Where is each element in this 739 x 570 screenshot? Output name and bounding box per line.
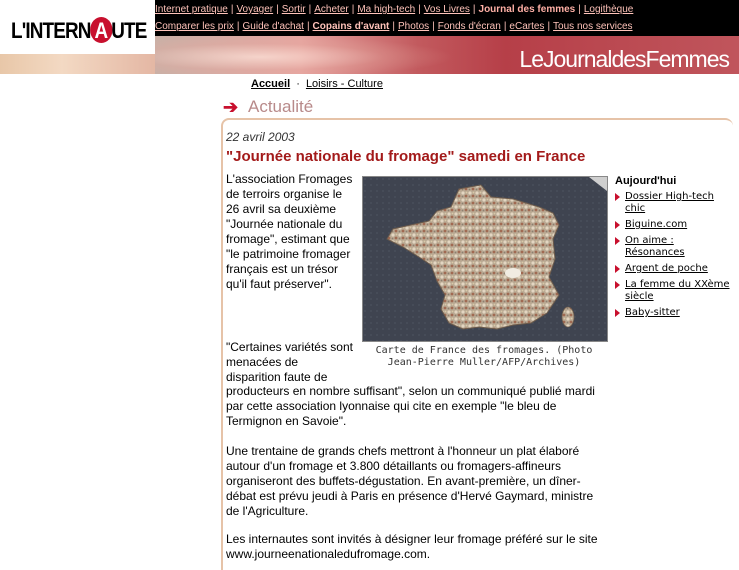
article-paragraph: Une trentaine de grands chefs mettront à l'honneur un plat élaboré autour d'un fromage et 3.800 détaillants ou fromagers-affineurs organiseront des buffets-dégustation. En avant-première, un dîner-débat est prévu jeudi à Paris en présence d'Hervé Gaymard, ministre de l'Agriculture. xyxy=(226,444,594,518)
bullet-arrow-icon xyxy=(615,265,620,273)
nav-separator: | xyxy=(418,4,421,15)
sidebar-item[interactable] xyxy=(615,307,735,319)
nav-separator: | xyxy=(472,4,476,15)
nav-separator: | xyxy=(503,21,507,32)
site-logo[interactable] xyxy=(0,0,155,54)
nav-link[interactable]: Ma high-tech xyxy=(357,4,416,15)
nav-separator: | xyxy=(308,4,312,15)
sidebar-link[interactable]: Argent de poche xyxy=(625,263,708,274)
nav-link[interactable]: Sortir xyxy=(281,4,306,15)
today-sidebar xyxy=(615,175,735,323)
nav-link[interactable]: Journal des femmes xyxy=(478,4,576,15)
nav-separator: | xyxy=(276,4,279,15)
logo-ring-icon: A xyxy=(91,19,110,41)
sidebar-link[interactable]: On aime : Résonances xyxy=(625,235,685,258)
nav-link[interactable]: Photos xyxy=(398,21,430,32)
nav-row-2 xyxy=(155,21,739,37)
nav-separator: | xyxy=(392,21,395,32)
top-navigation xyxy=(155,0,739,36)
sidebar-link[interactable]: La femme du XXème siècle xyxy=(625,279,730,302)
article-paragraph: "Certaines variétés sont menacées de disparition faute de xyxy=(226,340,353,384)
breadcrumb-separator: · xyxy=(296,78,300,90)
nav-link[interactable]: Voyager xyxy=(236,4,274,15)
breadcrumb xyxy=(251,78,383,90)
bullet-arrow-icon xyxy=(615,281,620,289)
nav-separator: | xyxy=(578,4,581,15)
bullet-arrow-icon xyxy=(615,221,620,229)
nav-link[interactable]: Tous nos services xyxy=(553,21,633,32)
nav-link[interactable]: Guide d'achat xyxy=(242,21,304,32)
sidebar-link[interactable]: Dossier High-tech chic xyxy=(625,191,714,214)
nav-separator: | xyxy=(230,4,234,15)
nav-link[interactable]: Copains d'avant xyxy=(312,21,390,32)
sidebar-item[interactable] xyxy=(615,191,735,215)
header-photo xyxy=(0,54,155,74)
section-banner xyxy=(155,36,739,74)
cheese-map-image xyxy=(363,177,607,341)
nav-separator: | xyxy=(306,21,310,32)
article-paragraph: L'association Fromages de terroirs organise le 26 avril sa deuxième "Journée nationale du fromage", estimant que "le patrimoine fromager français est un trésor qu'il faut préserver". xyxy=(226,172,353,291)
content-frame-top xyxy=(221,118,733,128)
section-title: Actualité xyxy=(248,97,314,116)
sidebar-link[interactable]: Baby-sitter xyxy=(625,307,680,318)
sidebar-item[interactable] xyxy=(615,219,735,231)
photo-caption: Carte de France des fromages. (Photo Jean-Pierre Muller/AFP/Archives) xyxy=(375,345,593,368)
nav-separator: | xyxy=(432,21,435,32)
nav-link[interactable]: eCartes xyxy=(509,21,545,32)
article-paragraph: Les internautes sont invités à désigner leur fromage préféré sur le site www.journeenationaledufromage.com. xyxy=(226,532,598,561)
banner-photo xyxy=(155,36,455,74)
sidebar-item[interactable] xyxy=(615,263,735,275)
nav-separator: | xyxy=(351,4,355,15)
sidebar-link[interactable]: Biguine.com xyxy=(625,219,688,230)
sidebar-item[interactable] xyxy=(615,235,735,259)
content-frame-left xyxy=(221,126,223,570)
sidebar-title: Aujourd'hui xyxy=(615,175,677,187)
nav-separator: | xyxy=(236,21,240,32)
sidebar-item[interactable] xyxy=(615,279,735,303)
article-headline: "Journée nationale du fromage" samedi en France xyxy=(226,148,586,165)
article-photo xyxy=(362,176,608,342)
bullet-arrow-icon xyxy=(615,193,620,201)
banner-title: LeJournaldesFemmes xyxy=(519,46,729,72)
breadcrumb-home-link[interactable]: Accueil xyxy=(251,78,291,90)
article-paragraph: producteurs en nombre suffisant", selon un communiqué publié mardi par cette association lyonnaise qui cite en exemple "le bleu de Termignon en Savoie". xyxy=(226,384,595,428)
logo-wordmark: L'INTERN A UTE xyxy=(11,18,147,43)
nav-row-1 xyxy=(155,4,739,20)
nav-link[interactable]: Comparer les prix xyxy=(155,21,234,32)
bullet-arrow-icon xyxy=(615,309,620,317)
nav-link[interactable]: Internet pratique xyxy=(155,4,228,15)
nav-link[interactable]: Fonds d'écran xyxy=(437,21,501,32)
arrow-right-icon: ➔ xyxy=(223,97,239,117)
nav-link[interactable]: Vos Livres xyxy=(423,4,470,15)
sidebar-list xyxy=(615,191,735,319)
breadcrumb-current-link[interactable]: Loisirs - Culture xyxy=(305,78,383,90)
article-date: 22 avril 2003 xyxy=(226,130,295,144)
bullet-arrow-icon xyxy=(615,237,620,245)
nav-link[interactable]: Acheter xyxy=(314,4,349,15)
nav-separator: | xyxy=(547,21,551,32)
nav-link[interactable]: Logithèque xyxy=(583,4,634,15)
